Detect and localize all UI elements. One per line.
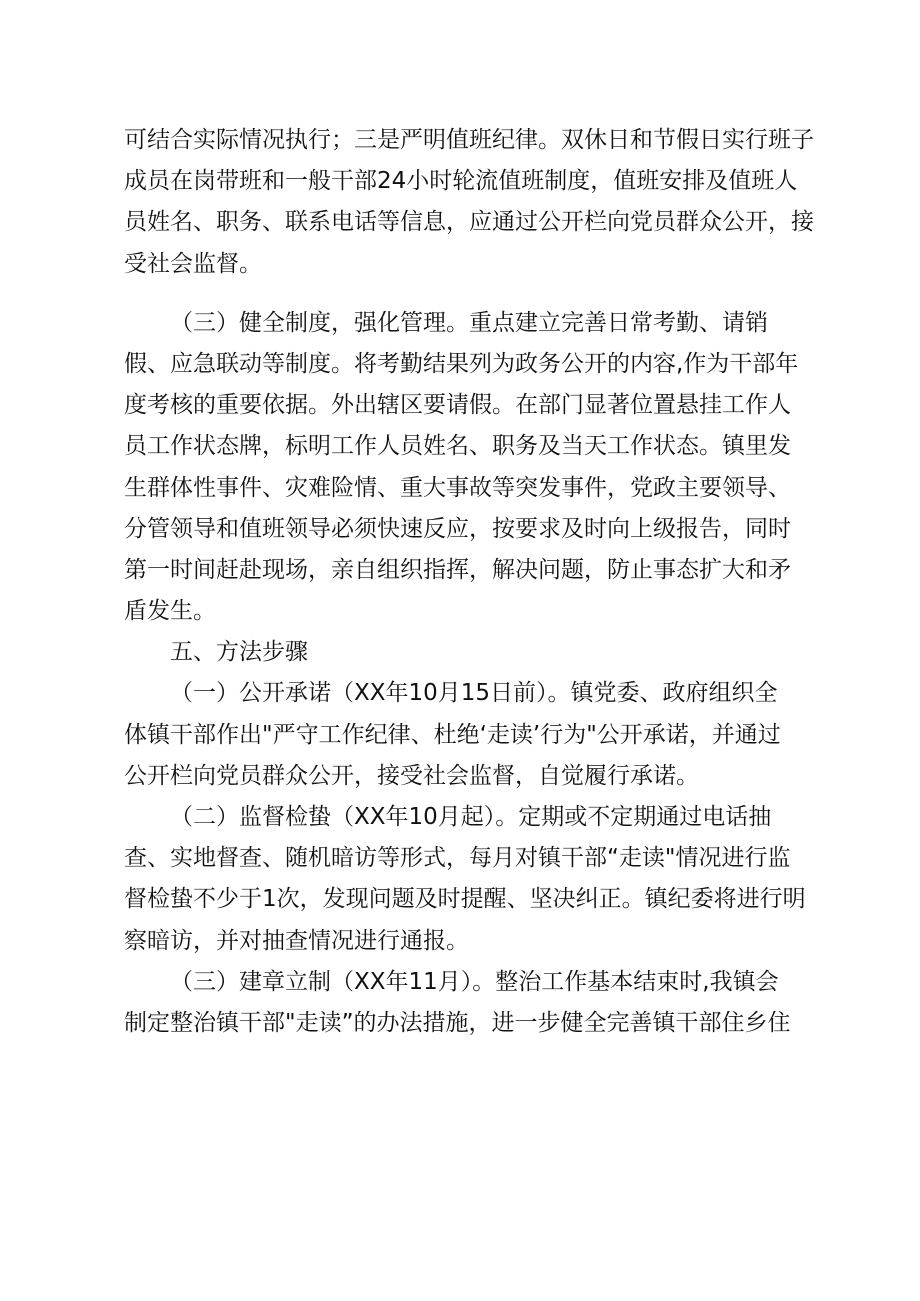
text-line: 公开栏向党员群众公开，接受社会监督，自觉履行承诺。 bbox=[124, 762, 699, 789]
text-line: 生群体性事件、灾难险情、重大事故等突发事件，党政主要领导、 bbox=[124, 474, 791, 501]
text-line: 员工作状态牌，标明工作人员姓名、职务及当天工作状态。镇里发 bbox=[124, 433, 791, 460]
text-line: 受社会监督。 bbox=[124, 250, 262, 277]
text-line: 制定整治镇干部"走读”的办法措施，进一步健全完善镇干部住乡住 bbox=[124, 1009, 791, 1036]
section-heading-line: （一）公开承诺（XX年10月15日前）。镇党委、政府组织全 bbox=[170, 680, 778, 707]
text-line: 假、应急联动等制度。将考勤结果列为政务公开的内容,作为干部年 bbox=[124, 350, 799, 377]
section-title: 五、方法步骤 bbox=[170, 639, 308, 666]
text-line: 体镇干部作出"严守工作纪律、杜绝‘走读’行为"公开承诺，并通过 bbox=[124, 721, 781, 748]
section-heading-line: （二）监督检蛰（XX年10月起）。定期或不定期通过电话抽 bbox=[170, 804, 772, 830]
section-heading-line: （三）健全制度，强化管理。重点建立完善日常考勤、请销 bbox=[170, 309, 768, 336]
document-body bbox=[124, 120, 814, 1044]
section-heading-line: （三）建章立制（XX年11月）。整治工作基本结束时,我镇会 bbox=[170, 968, 779, 995]
text-line: 度考核的重要依据。外出辖区要请假。在部门显著位置悬挂工作人 bbox=[124, 392, 791, 419]
text-line: 成员在岗带班和一般干部24小时轮流值班制度，值班安排及值班人 bbox=[124, 168, 798, 195]
text-line: 督检蛰不少于1次，发现问题及时提醒、坚决纠正。镇纪委将进行明 bbox=[124, 886, 806, 913]
text-line: 第一时间赶赴现场，亲自组织指挥，解决问题，防止事态扩大和矛 bbox=[124, 556, 791, 583]
text-line: 盾发生。 bbox=[124, 598, 216, 625]
text-line: 可结合实际情况执行；三是严明值班纪律。双休日和节假日实行班子 bbox=[124, 127, 814, 153]
text-line: 察暗访，并对抽查情况进行通报。 bbox=[124, 927, 469, 954]
text-line: 员姓名、职务、联系电话等信息，应通过公开栏向党员群众公开，接 bbox=[124, 209, 814, 236]
paragraph-gap bbox=[124, 285, 814, 303]
text-line: 查、实地督查、随机暗访等形式，每月对镇干部“走读"情况进行监 bbox=[124, 845, 791, 872]
text-line: 分管领导和值班领导必须快速反应，按要求及时向上级报告，同时 bbox=[124, 515, 791, 542]
